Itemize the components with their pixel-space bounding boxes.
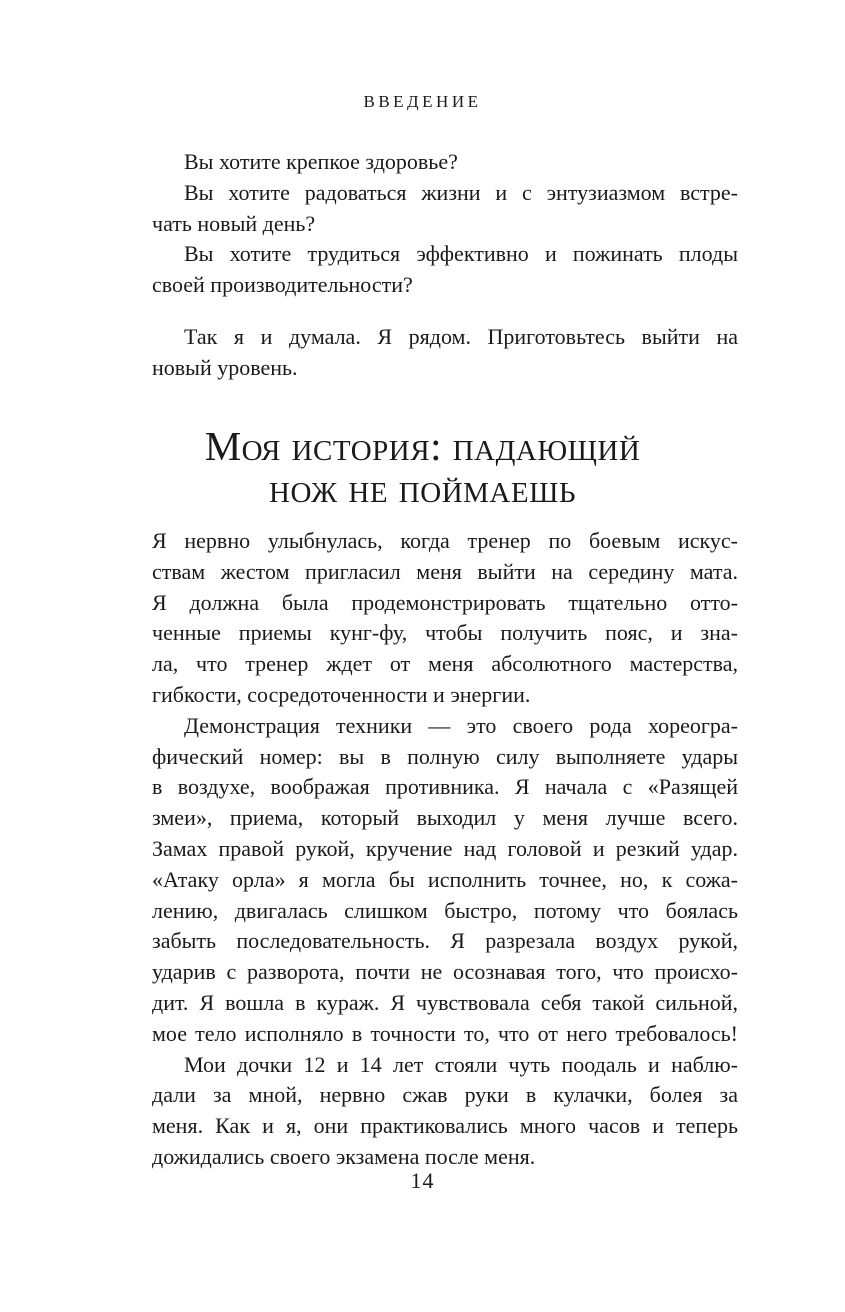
text-line: ударив с разворота, почти не осознавая того, что происхо- — [152, 959, 738, 985]
text-line: лению, двигалась слишком быстро, потому что боялась — [152, 897, 738, 923]
text-line: «Атаку орла» я могла бы исполнить точнее, но, к сожа- — [152, 866, 738, 892]
text-line: Так я и думала. Я рядом. Приготовьтесь выйти на — [184, 324, 738, 349]
text-line: чать новый день? — [152, 210, 316, 236]
text-line: своей производительности? — [152, 272, 413, 298]
page-number: 14 — [410, 1168, 435, 1193]
text-line: змеи», приема, который выходил у меня лучше всего. — [152, 805, 738, 831]
body-text — [152, 526, 738, 1173]
text-line: Вы хотите крепкое здоровье? — [184, 149, 458, 174]
section-heading-line-1: Моя история: падающий — [204, 423, 641, 469]
intro-closing-paragraph — [152, 322, 738, 384]
text-line: Демонстрация техники — это своего рода хореогра- — [184, 712, 738, 738]
text-line: новый уровень. — [152, 354, 298, 380]
text-line: в воздухе, воображая противника. Я начала с «Разящей — [152, 774, 738, 800]
text-line: дали за мной, нервно сжав руки в кулачки, болея за — [152, 1082, 738, 1108]
text-line: гибкости, сосредоточенности и энергии. — [152, 681, 531, 707]
text-line: ла, что тренер ждет от меня абсолютного мастерства, — [152, 651, 738, 677]
text-line: дожидались своего экзамена после меня. — [152, 1143, 536, 1169]
section-heading-line-2: нож не поймаешь — [269, 465, 576, 511]
text-line: забыть последовательность. Я разрезала воздух рукой, — [152, 928, 738, 954]
text-line: дит. Я вошла в кураж. Я чувствовала себя такой сильной, — [152, 989, 738, 1015]
text-line: ствам жестом пригласил меня выйти на середину мата. — [152, 558, 738, 584]
text-line: фический номер: вы в полную силу выполняете удары — [152, 743, 738, 769]
text-line: меня. Как и я, они практиковались много часов и теперь — [152, 1113, 738, 1139]
text-line: мое тело исполняло в точности то, что от него требовалось! — [152, 1020, 738, 1046]
running-head: ВВЕДЕНИЕ — [363, 92, 482, 111]
text-line: Мои дочки 12 и 14 лет стояли чуть поодаль и наблю- — [184, 1051, 738, 1077]
intro-paragraphs — [152, 147, 738, 301]
text-line: ченные приемы кунг-фу, чтобы получить пояс, и зна- — [152, 620, 738, 646]
text-line: Я должна была продемонстрировать тщательно отто- — [152, 589, 738, 615]
text-line: Я нервно улыбнулась, когда тренер по боевым искус- — [152, 528, 738, 553]
text-line: Вы хотите радоваться жизни и с энтузиазмом встре- — [184, 179, 738, 205]
text-line: Вы хотите трудиться эффективно и пожинать плоды — [184, 241, 738, 267]
text-line: Замах правой рукой, кручение над головой и резкий удар. — [152, 835, 738, 861]
